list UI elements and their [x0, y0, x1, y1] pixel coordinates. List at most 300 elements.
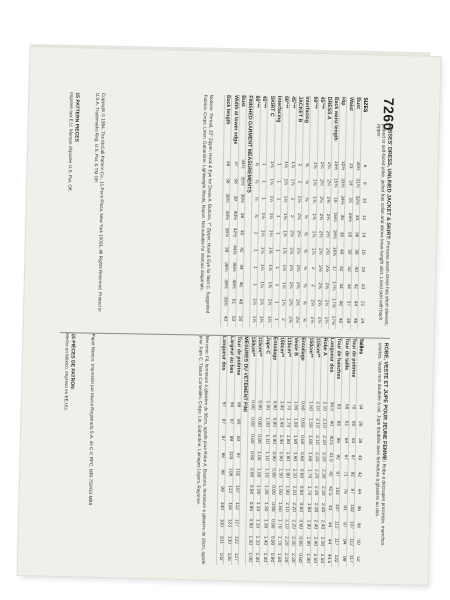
cell-value: 2⅜	[317, 230, 323, 238]
cell-value: 1.70	[306, 468, 312, 479]
row-label: Waist	[347, 97, 354, 111]
cell-value: 1.90	[292, 451, 298, 462]
cell-value: 1⅞	[289, 178, 295, 186]
cell-value: 1	[275, 180, 281, 184]
cell-value: 1⅞	[280, 281, 286, 289]
row-label: Width at lower edge	[231, 95, 239, 145]
cell-value: 118	[226, 502, 232, 510]
row-label: Robe A	[321, 337, 328, 356]
cell-value: 0.60	[297, 536, 303, 546]
cell-value: 2½	[324, 248, 330, 255]
row-label: 60"**	[254, 95, 261, 108]
cell-value: 1.50	[277, 468, 283, 478]
cell-value: 1.40	[278, 400, 284, 411]
cell-value: 1	[260, 180, 266, 183]
cell-value: 135	[225, 552, 231, 561]
cell-value: 0.90	[248, 484, 254, 495]
cell-value: 1	[252, 231, 258, 235]
cell-value: 2.20	[291, 502, 297, 512]
cell-value: 1	[274, 231, 280, 235]
cell-value: 2⅜	[325, 196, 331, 204]
cell-value: ⅝	[303, 197, 309, 202]
cell-value: 41.5	[327, 452, 334, 462]
cell-value: 2⅜	[324, 213, 331, 221]
cell-value: 1.90	[284, 468, 290, 478]
cell-value: 2⅝	[316, 282, 322, 290]
cell-value: 1⅝	[311, 178, 317, 186]
row-label: JACKET B	[296, 96, 304, 123]
cell-value: 40	[238, 229, 244, 236]
cell-value: 1.70	[305, 485, 311, 496]
cell-value: 107	[348, 520, 354, 530]
cell-value: 1.70	[285, 400, 291, 411]
cell-value: 100	[219, 518, 225, 527]
cell-value: 103	[227, 451, 233, 460]
cell-value: 44	[352, 300, 358, 307]
cell-value: ⅝	[302, 283, 308, 288]
cell-value: 1.80	[305, 519, 311, 529]
cell-value: 38	[225, 160, 231, 167]
cell-value: 1.70	[276, 535, 282, 546]
french-heading	[373, 343, 388, 548]
cell-value: 1.50	[307, 401, 313, 411]
cell-value: 30	[345, 249, 352, 255]
cell-value: 1.00	[256, 451, 262, 461]
cell-value: 1.80	[284, 451, 291, 461]
cell-value: 39	[223, 246, 229, 253]
cell-value: 48	[337, 317, 343, 324]
row-label: 45"**	[318, 96, 325, 109]
cell-value: 88	[335, 437, 341, 443]
cell-value: 0.90	[247, 518, 253, 528]
cell-value: 15½	[333, 160, 339, 171]
cell-value: 2.20	[313, 452, 319, 462]
row-label: Tour de hanches	[335, 337, 343, 380]
cell-value: 24	[359, 318, 365, 324]
cell-value: 1.60	[277, 485, 283, 495]
cell-value: 2⅜	[287, 316, 293, 323]
cell-value: 1	[272, 317, 278, 321]
cell-value: 2.30	[320, 469, 326, 479]
cell-value: 2¼	[295, 230, 302, 238]
cell-value: 1	[260, 197, 266, 201]
cell-value: 44	[237, 264, 243, 270]
cell-value: 2.10	[283, 519, 289, 529]
cell-value: 34	[357, 404, 363, 410]
cell-value: 1½	[282, 178, 288, 186]
cell-value: 17⅜	[330, 298, 336, 308]
cell-value: 0.90	[268, 552, 274, 563]
cell-value: 2.20	[283, 552, 289, 563]
cell-value: 2⅛	[309, 299, 315, 307]
cell-value: 102	[348, 504, 354, 513]
cell-value: 2.30	[312, 502, 318, 513]
cell-value: 37	[345, 300, 351, 307]
cell-value: 1.70	[276, 519, 282, 529]
cell-value: 0.60	[300, 401, 306, 411]
cell-value: 8	[361, 181, 367, 185]
cell-value: 101	[218, 535, 224, 544]
cell-value: 0.90	[270, 451, 276, 461]
cell-value: 1.30	[262, 484, 268, 495]
cell-value: 2¼	[318, 161, 324, 169]
cell-value: 83	[336, 403, 342, 410]
cell-value: 0.60	[298, 519, 304, 529]
cell-value: 46½	[230, 262, 236, 272]
cell-value: 113	[226, 485, 232, 493]
cell-value: 1.60	[306, 451, 312, 462]
cell-value: 1.10	[254, 535, 260, 546]
cell-value: 1⅜	[266, 264, 272, 271]
cell-value: 0.90	[256, 400, 263, 410]
cell-value: 2	[289, 214, 295, 218]
cell-value: 100	[219, 501, 225, 510]
cell-value: 16¾	[331, 246, 337, 257]
cell-value: 1¼	[259, 281, 265, 289]
cell-value: 39.5	[328, 401, 335, 412]
cell-value: 31½	[354, 178, 360, 188]
cell-value: 46	[355, 505, 361, 511]
cell-value: 40½	[231, 210, 237, 221]
cell-value: 2.50	[311, 553, 317, 563]
cell-value: 2⅜	[317, 213, 323, 221]
cell-value: 92	[349, 471, 355, 478]
cell-value: 2.30	[290, 536, 296, 546]
cell-value: 1.00	[255, 484, 261, 495]
cell-value: 0.60	[299, 451, 305, 462]
cell-value: 102	[334, 486, 340, 496]
cell-value: 38	[224, 178, 231, 184]
cell-value: 38	[357, 437, 363, 444]
row-label: Interfacing	[304, 96, 311, 123]
cell-value: 61	[342, 420, 349, 427]
cell-value: 1.10	[262, 468, 269, 478]
cell-value: 76	[341, 488, 347, 494]
cell-value: 40.5	[328, 435, 334, 445]
cell-value: 12	[360, 214, 367, 221]
cell-value: 2.50	[319, 536, 325, 547]
cell-value: 1.00	[247, 535, 253, 545]
cell-value: 117	[347, 554, 353, 563]
cell-value: 2	[280, 318, 286, 321]
row-label: Veste B	[292, 337, 300, 357]
cell-value: 83	[349, 437, 355, 444]
cell-value: 2⅜	[295, 264, 301, 272]
cell-value: 2.20	[290, 519, 297, 529]
cell-value: 0.90	[270, 468, 276, 478]
cell-value: 1⅝	[311, 161, 317, 169]
cell-value: 2.10	[283, 502, 290, 512]
cell-value: 36	[357, 421, 363, 427]
cell-value: 102	[234, 468, 240, 477]
cell-value: 2⅜	[295, 281, 301, 289]
cell-value: 2½	[324, 230, 330, 238]
cell-value: 112	[348, 538, 354, 546]
cell-value: 93	[234, 435, 240, 442]
cell-value: 1	[251, 283, 258, 286]
cell-value: 38¾	[224, 227, 230, 238]
english-notes: Notions: Thread, 22" Zipper, Hook & Eye for Dress A. Buttons, 7" Zipper, Hook & Eye for Skirt C. Suggested Fabrics: Crepe, Linen, Gabardine, Lightweight Wools, Rayon. Not suitable for obvious diagonals.	[200, 94, 215, 314]
cell-value: 46	[337, 300, 343, 306]
cell-value: 1¾	[281, 247, 287, 255]
cell-value: 1¼	[267, 212, 273, 220]
cell-value: 0.90	[248, 501, 254, 512]
cell-value: 2¾	[323, 316, 329, 324]
cell-value: 2¼	[295, 247, 301, 255]
english-size-table	[220, 95, 368, 329]
cell-value: 1.60	[306, 435, 312, 445]
cell-value: 50	[236, 315, 243, 322]
cell-value: 2⅝	[324, 265, 330, 272]
cell-value: 94	[228, 401, 234, 408]
english-copyright: Copyright © 1994, The McCall Pattern Co., 11 Penn Plaza, New York 10001. All Rights Reserved. Printed in U.S.A. Trademarks Reg. U.S. Pat. & TM Off.	[93, 92, 107, 312]
cell-value: 2.10	[314, 401, 320, 411]
cell-value: 2⅜	[287, 298, 293, 306]
row-label: Entoilage	[271, 336, 278, 361]
cell-value: 2⅛	[296, 195, 302, 203]
cell-value: 1.40	[278, 417, 284, 428]
cell-value: 88	[235, 401, 241, 408]
cell-value: 2.20	[321, 435, 327, 445]
cell-value: 1	[275, 197, 281, 201]
cell-value: ⅝	[301, 300, 308, 305]
cell-value: 17	[331, 265, 337, 272]
cell-value: 0.60	[299, 418, 305, 428]
cell-value: 1.80	[305, 502, 311, 513]
cell-value: 99	[227, 435, 233, 442]
cell-value: 71	[342, 471, 348, 477]
cell-value: 0.60	[298, 468, 305, 479]
cell-value: 108	[227, 468, 233, 477]
row-label: 45"**	[290, 96, 297, 109]
cell-value: 58	[343, 403, 349, 410]
cell-value: 97	[220, 435, 226, 441]
cell-value: 44	[356, 488, 362, 495]
english-footer-text: Imprimé aux E.U. Marque déposée U.S. Pat. Off.	[66, 92, 74, 192]
cell-value: 38	[339, 231, 345, 238]
cell-value: 1.10	[263, 451, 269, 461]
cell-value: 24	[347, 180, 353, 186]
cell-value: ⅝	[301, 317, 307, 322]
cell-value: 0.60	[297, 553, 303, 563]
cell-value: 1.80	[292, 417, 298, 428]
row-label: 45"**	[261, 95, 268, 108]
cell-value: 2⅛	[296, 213, 302, 220]
cell-value: 1⅛	[268, 178, 274, 185]
cell-value: 2	[289, 197, 295, 201]
cell-value: 2	[296, 180, 302, 184]
cell-value: 16	[332, 197, 338, 203]
cell-value: 10	[361, 197, 367, 204]
cell-value: 42	[238, 247, 244, 253]
cell-value: 2¼	[287, 281, 293, 289]
finished-heading: MESURES DU VÊTEMENT FINI	[238, 336, 249, 565]
cell-value: 1	[275, 163, 281, 166]
cell-value: 39	[231, 195, 237, 201]
cell-value: 1⅜	[258, 315, 264, 323]
cell-value: 123	[226, 518, 232, 527]
cell-value: 1⅛	[260, 229, 266, 237]
cell-value: 2.10	[314, 418, 320, 428]
cell-value: 44	[338, 283, 344, 289]
cell-value: 2.40	[319, 519, 325, 530]
cell-value: 0.90	[269, 535, 275, 546]
cell-value: 40	[328, 420, 334, 426]
cell-value: 1.50	[306, 418, 313, 428]
cell-value: 1⅞	[289, 161, 296, 169]
cell-value: 2½	[294, 316, 300, 324]
cell-value: 44½	[230, 245, 237, 255]
cell-value: 107	[233, 485, 240, 494]
cell-value: 1¼	[267, 195, 273, 203]
cell-value: 1⅜	[266, 281, 272, 289]
cell-value: 2.10	[321, 418, 327, 428]
cell-value: 1¾	[310, 196, 317, 203]
cell-value: 1.00	[263, 417, 270, 427]
cell-value: 97	[220, 418, 226, 425]
row-label: 150cm**	[307, 337, 314, 358]
cell-value: 14	[360, 232, 366, 238]
english-footer	[64, 92, 80, 324]
cell-value: 36	[339, 214, 345, 220]
cell-value: 97	[348, 488, 355, 494]
cell-value: 64	[342, 437, 348, 444]
cell-value: 1	[274, 214, 280, 218]
cell-value: 1.10	[255, 501, 261, 512]
cell-value: 81	[341, 505, 347, 511]
cell-value: 1⅜	[266, 247, 273, 254]
finished-heading: FINISHED GARMENT MEASUREMENTS	[242, 95, 253, 327]
cell-value: 1.10	[263, 434, 269, 444]
row-label: 60"**	[311, 96, 318, 109]
cell-value: 0.60	[298, 502, 304, 512]
cell-value: 2	[297, 163, 303, 167]
cell-value: 80	[350, 420, 356, 427]
cell-value: 1	[273, 300, 279, 304]
row-label: Bust	[239, 95, 246, 107]
cell-value: 117	[333, 537, 339, 546]
row-label: 115cm**	[285, 337, 293, 358]
cell-value: 1¼	[258, 298, 264, 306]
cell-value: 43	[327, 505, 333, 511]
cell-value: 28	[346, 231, 352, 238]
cell-value: 48½	[230, 279, 236, 289]
cell-value: 90	[235, 418, 241, 425]
french-size-table	[216, 336, 364, 567]
cell-value: 51	[230, 298, 236, 305]
cell-value: 26½	[346, 212, 352, 223]
cell-value: 97	[334, 471, 340, 477]
cell-value: ⅞	[253, 213, 259, 218]
cell-value: ⅞	[254, 162, 260, 167]
cell-value: 0.60	[299, 434, 305, 445]
cell-value: 2.20	[320, 452, 326, 462]
cell-value: 99	[219, 486, 225, 492]
cell-value: 98	[220, 452, 226, 458]
cell-value: 1.80	[285, 434, 291, 445]
cell-value: 2¼	[318, 179, 324, 186]
cell-value: 1.30	[262, 501, 268, 512]
cell-value: 2⅛	[288, 247, 294, 255]
cell-value: 46	[237, 281, 243, 287]
cell-value: 2.20	[313, 468, 319, 479]
english-heading	[371, 124, 391, 329]
cell-value: 1.90	[304, 553, 310, 563]
cell-value: 2.10	[321, 401, 327, 411]
cell-value: 16½	[331, 229, 338, 240]
cell-value: 16	[360, 249, 366, 255]
cell-value: 1	[261, 162, 267, 166]
cell-value: 1.40	[277, 434, 284, 444]
cell-value: 16¼	[332, 212, 338, 222]
cell-value: 1	[252, 248, 258, 252]
cell-value: 127	[232, 552, 238, 561]
cell-value: 1	[273, 283, 279, 287]
cell-value: 1.30	[262, 518, 268, 529]
cell-value: 2¾	[316, 316, 322, 324]
cell-value: 0.90	[269, 518, 275, 529]
cell-value: 1	[274, 249, 280, 252]
rotated-pattern-sheet	[56, 92, 398, 568]
cell-value: 17¼	[330, 281, 337, 291]
cell-value: 44	[326, 538, 332, 545]
cell-value: 1.80	[292, 400, 299, 411]
cell-value: 0.90	[271, 417, 277, 427]
cell-value: 107	[334, 503, 340, 512]
cell-value: 2½	[317, 247, 323, 255]
cell-value: 1.90	[284, 485, 290, 495]
cell-value: 98	[219, 469, 226, 475]
cell-value: 25	[346, 197, 352, 203]
cell-value: 17½	[330, 315, 336, 326]
row-label: Jupe C	[264, 336, 271, 355]
english-title: MISSES' DRESS, UNLINED JACKET & SKIRT:	[384, 123, 393, 240]
cell-value: 48	[355, 522, 361, 528]
row-label: Tour de poitrine	[235, 336, 242, 376]
cell-value: 48	[237, 298, 243, 305]
cell-value: 78	[350, 403, 356, 410]
cell-value: 2.10	[291, 468, 297, 479]
cell-value: 38	[238, 212, 244, 219]
cell-value: 2	[309, 284, 315, 287]
cell-value: 39	[344, 317, 350, 324]
cell-value: ⅝	[302, 248, 308, 254]
row-label: 115cm**	[256, 336, 264, 357]
cell-value: 0.80	[249, 400, 255, 410]
cell-value: 40	[356, 454, 362, 461]
french-column	[56, 332, 390, 568]
cell-value: 2.10	[291, 485, 297, 495]
cell-value: 39¾	[222, 296, 229, 306]
cell-value: 2⅛	[288, 230, 294, 237]
cell-value: 42½	[231, 227, 237, 238]
row-label: 115cm**	[314, 337, 321, 358]
cell-value: 2.30	[290, 553, 296, 563]
cell-value: 1⅞	[310, 230, 316, 238]
cell-value: 2.10	[313, 435, 320, 445]
cell-value: 1⅝	[281, 230, 287, 237]
cell-value: 38¼	[224, 193, 230, 203]
french-title: ROBE, VESTE ET JUPE POUR JEUNE FEMME:	[380, 342, 389, 463]
cell-value: 2¼	[288, 264, 294, 272]
cell-value: 40	[352, 266, 358, 272]
cell-value: 1.40	[261, 552, 267, 563]
french-footer-text: Hecho en México. Impreso en EE.UU.	[63, 333, 70, 411]
english-pieces: 15 PATTERN PIECES	[73, 92, 81, 142]
cell-value: 0.90	[269, 502, 275, 512]
cell-value: 1⅛	[260, 212, 266, 220]
cell-value: 1½	[282, 161, 288, 169]
